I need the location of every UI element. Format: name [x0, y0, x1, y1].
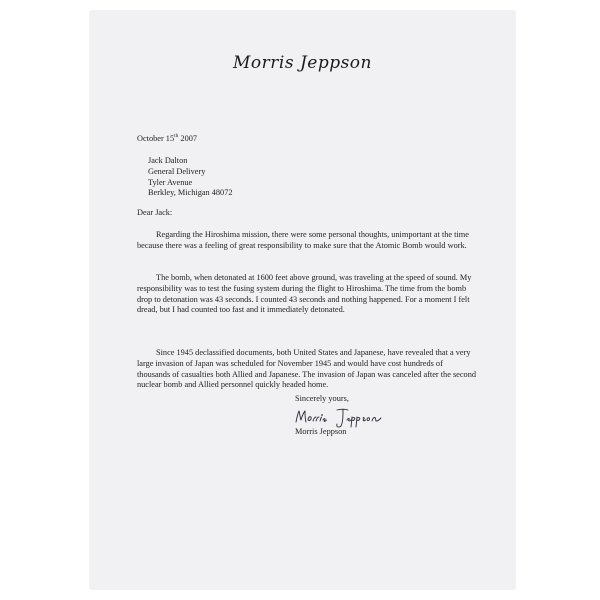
letter-date — [137, 134, 477, 145]
recipient-address-line: Berkley, Michigan 48072 — [148, 188, 233, 198]
handwritten-signature — [293, 405, 388, 429]
salutation: Dear Jack: — [137, 208, 173, 217]
paragraph-2: The bomb, when detonated at 1600 feet above ground, was traveling at the speed of sound. My responsibility was to test the fusing system during the flight to Hiroshima. The time from the bomb drop to detonation was 43 seconds. I counted 43 seconds and nothing happened. For a moment I felt dread, but I had counted too fast and it immediately detonated. — [137, 273, 472, 315]
recipient-address-line: General Delivery — [148, 166, 206, 176]
date-month-day: October 15 — [137, 134, 175, 143]
date-year: 2007 — [178, 134, 198, 143]
paragraph-1: Regarding the Hiroshima mission, there were some personal thoughts, unimportant at the time because there was a feeling of great responsibility to make sure that the Atomic Bomb would work. — [137, 230, 469, 250]
recipient-address-line: Tyler Avenue — [148, 177, 193, 187]
printed-name: Morris Jeppson — [295, 427, 347, 436]
date-ordinal-suffix: th — [174, 133, 179, 140]
paragraph-3: Since 1945 declassified documents, both United States and Japanese, have revealed that a very large invasion of Japan was scheduled for November 1945 and would have cost hundreds of thousands of casualties both Allied and Japanese. The invasion of Japan was canceled after the second nuclear bomb and Allied personnel quickly headed home. — [137, 348, 476, 390]
letterhead: Morris Jeppson — [232, 53, 372, 73]
closing: Sincerely yours, — [295, 394, 349, 403]
letter-page — [90, 11, 515, 589]
recipient-address — [148, 156, 488, 199]
recipient-name: Jack Dalton — [148, 156, 188, 165]
